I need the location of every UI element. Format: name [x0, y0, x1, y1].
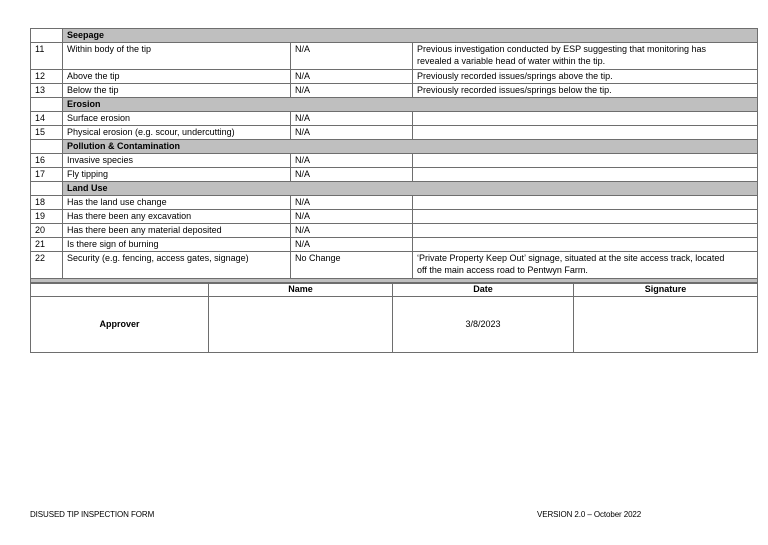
item-description-text: Invasive species	[67, 155, 134, 165]
inspection-row-22	[31, 252, 758, 279]
item-remarks	[413, 238, 758, 252]
item-remarks	[413, 70, 758, 84]
item-description-text: Has the land use change	[67, 197, 167, 207]
item-description-text: Below the tip	[67, 85, 119, 95]
section-num-cell	[31, 140, 63, 154]
item-description	[63, 70, 291, 84]
item-remarks	[413, 210, 758, 224]
approver-date-value: 3/8/2023	[393, 297, 574, 353]
row-number: 14	[31, 112, 63, 126]
item-description	[63, 238, 291, 252]
item-description	[63, 168, 291, 182]
item-status: N/A	[291, 126, 413, 140]
section-label: Erosion	[63, 98, 758, 112]
approver-name-value	[209, 297, 393, 353]
item-status: N/A	[291, 224, 413, 238]
item-description	[63, 154, 291, 168]
item-remarks	[413, 154, 758, 168]
item-description-text: Is there sign of burning	[67, 239, 159, 249]
inspection-row-21	[31, 238, 758, 252]
inspection-row-18	[31, 196, 758, 210]
row-number: 13	[31, 84, 63, 98]
item-status: No Change	[291, 252, 413, 279]
item-description-text: Has there been any excavation	[67, 211, 192, 221]
signoff-row-approver	[31, 297, 758, 353]
section-num-cell	[31, 29, 63, 43]
inspection-row-16	[31, 154, 758, 168]
item-description-text: Physical erosion (e.g. scour, undercutting)	[67, 127, 235, 137]
item-description	[63, 196, 291, 210]
row-number: 20	[31, 224, 63, 238]
item-remarks	[413, 84, 758, 98]
row-number: 11	[31, 43, 63, 70]
item-status: N/A	[291, 112, 413, 126]
row-number: 19	[31, 210, 63, 224]
inspection-row-11	[31, 43, 758, 70]
item-status: N/A	[291, 84, 413, 98]
item-description	[63, 84, 291, 98]
item-status: N/A	[291, 168, 413, 182]
approver-signature-value	[574, 297, 758, 353]
inspection-row-12	[31, 70, 758, 84]
item-remarks	[413, 43, 758, 70]
inspection-row-20	[31, 224, 758, 238]
item-description-text: Above the tip	[67, 71, 120, 81]
item-remarks	[413, 112, 758, 126]
item-description	[63, 112, 291, 126]
item-status: N/A	[291, 196, 413, 210]
item-remarks	[413, 196, 758, 210]
section-num-cell	[31, 98, 63, 112]
item-description	[63, 126, 291, 140]
section-num-cell	[31, 182, 63, 196]
item-description	[63, 224, 291, 238]
section-label: Land Use	[63, 182, 758, 196]
row-number: 22	[31, 252, 63, 279]
item-remarks-text: Previous investigation conducted by ESP suggesting that monitoring has revealed a variable head of water within the tip.	[417, 44, 707, 66]
signoff-header-date: Date	[393, 283, 574, 297]
section-row-pollution-contamination	[31, 140, 758, 154]
signoff-table	[30, 282, 758, 353]
item-remarks	[413, 126, 758, 140]
row-number: 12	[31, 70, 63, 84]
item-remarks	[413, 168, 758, 182]
inspection-row-19	[31, 210, 758, 224]
row-number: 21	[31, 238, 63, 252]
inspection-row-17	[31, 168, 758, 182]
item-remarks-text: Previously recorded issues/springs below the tip.	[417, 85, 612, 95]
item-description-text: Security (e.g. fencing, access gates, signage)	[67, 253, 249, 263]
item-description-text: Within body of the tip	[67, 44, 152, 54]
item-status: N/A	[291, 154, 413, 168]
signoff-header-blank	[31, 283, 209, 297]
inspection-row-13	[31, 84, 758, 98]
item-status: N/A	[291, 70, 413, 84]
inspection-row-14	[31, 112, 758, 126]
signoff-header-signature: Signature	[574, 283, 758, 297]
item-description	[63, 210, 291, 224]
footer-form-title: DISUSED TIP INSPECTION FORM	[30, 510, 155, 519]
approver-label: Approver	[31, 297, 209, 353]
item-remarks-text: ‘Private Property Keep Out’ signage, situated at the site access track, located off the main access road to Pentwyn Farm.	[417, 253, 725, 275]
item-status: N/A	[291, 43, 413, 70]
item-description	[63, 43, 291, 70]
row-number: 18	[31, 196, 63, 210]
row-number: 16	[31, 154, 63, 168]
section-label: Pollution & Contamination	[63, 140, 758, 154]
signoff-header-row	[31, 283, 758, 297]
item-description-text: Surface erosion	[67, 113, 131, 123]
section-row-seepage	[31, 29, 758, 43]
item-description-text: Has there been any material deposited	[67, 225, 222, 235]
page-footer	[30, 510, 757, 522]
item-remarks	[413, 224, 758, 238]
inspection-row-15	[31, 126, 758, 140]
item-description-text: Fly tipping	[67, 169, 109, 179]
item-status: N/A	[291, 238, 413, 252]
row-number: 17	[31, 168, 63, 182]
signoff-header-name: Name	[209, 283, 393, 297]
footer-version: VERSION 2.0 – October 2022	[537, 510, 642, 519]
item-description	[63, 252, 291, 279]
row-number: 15	[31, 126, 63, 140]
item-status: N/A	[291, 210, 413, 224]
section-label: Seepage	[63, 29, 758, 43]
item-remarks-text: Previously recorded issues/springs above the tip.	[417, 71, 613, 81]
inspection-table	[30, 28, 758, 284]
section-row-land-use	[31, 182, 758, 196]
item-remarks	[413, 252, 758, 279]
section-row-erosion	[31, 98, 758, 112]
